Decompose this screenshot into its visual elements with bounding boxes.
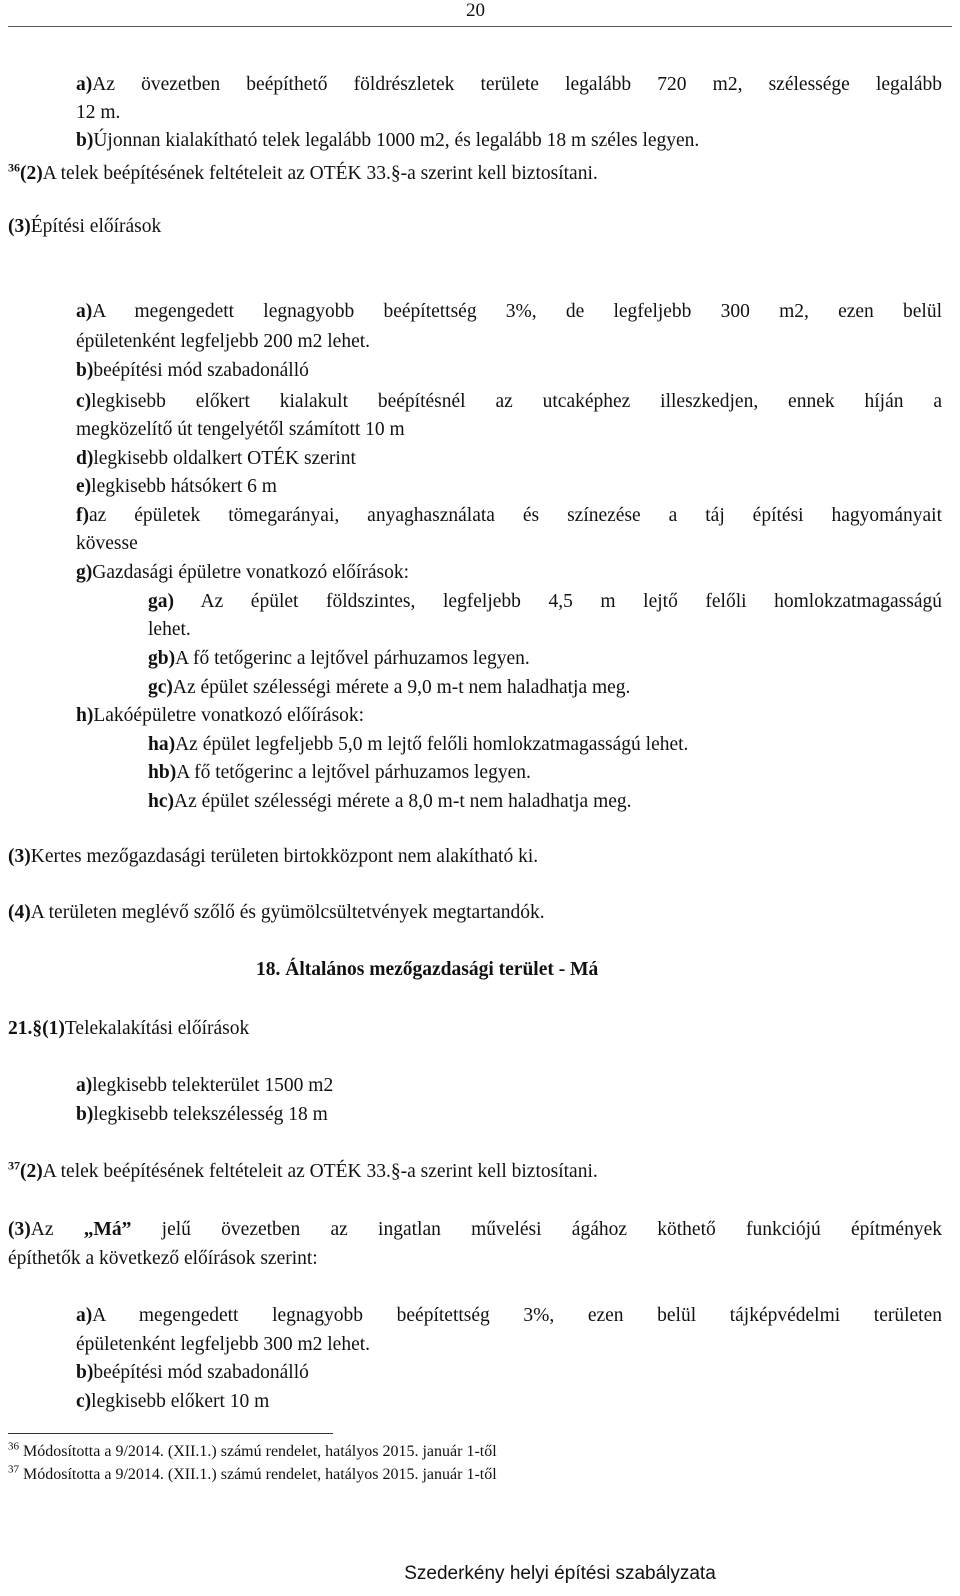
line-02: 12 m. — [76, 102, 121, 123]
line-26: 21.§(1)Telekalakítási előírások — [8, 1018, 250, 1039]
line-27: a)legkisebb telekterület 1500 m2 — [76, 1075, 334, 1096]
line-30: (3)Az „Má” jelű övezetben az ingatlan művelési ágához köthető funkciójú építmények — [8, 1219, 942, 1240]
line-01: a)Az övezetben beépíthető földrészletek területe legalább 720 m2, szélessége legalább — [76, 74, 942, 95]
line-06: a)A megengedett legnagyobb beépítettség 3%, de legfeljebb 300 m2, ezen belül — [76, 301, 942, 322]
line-17: lehet. — [148, 619, 191, 640]
line-34: b)beépítési mód szabadonálló — [76, 1362, 309, 1383]
line-28: b)legkisebb telekszélesség 18 m — [76, 1104, 328, 1125]
line-14: kövesse — [76, 533, 138, 554]
line-09: c)legkisebb előkert kialakult beépítésnél az utcaképhez illeszkedjen, ennek híján a — [76, 391, 942, 412]
line-32: a)A megengedett legnagyobb beépítettség 3%, ezen belül tájképvédelmi területen — [76, 1305, 942, 1326]
line-33: épületenként legfeljebb 300 m2 lehet. — [76, 1334, 371, 1355]
footnote-36: $^{36}$ Módosította a 9/2014. (XII.1.) számú rendelet, hatályos 2015. január 1-től — [8, 1440, 497, 1460]
line-13: f)az épületek tömegarányai, anyaghasználata és színezése a táj építési hagyományait — [76, 505, 942, 526]
line-20: h)Lakóépületre vonatkozó előírások: — [76, 705, 365, 726]
line-18: gb)A fő tetőgerinc a lejtővel párhuzamos legyen. — [148, 648, 530, 669]
line-21: ha)Az épület legfeljebb 5,0 m lejtő felőli homlokzatmagasságú lehet. — [148, 734, 689, 755]
line-16: ga) Az épület földszintes, legfeljebb 4,5 m lejtő felőli homlokzatmagasságú — [148, 591, 942, 612]
line-12: e)legkisebb hátsókert 6 m — [76, 476, 277, 497]
footnote-37: $^{37}$ Módosította a 9/2014. (XII.1.) számú rendelet, hatályos 2015. január 1-től — [8, 1463, 497, 1483]
page-number: 20 — [466, 0, 485, 21]
line-29: $^{37}$(2)A telek beépítésének feltételeit az OTÉK 33.§-a szerint kell biztosítani. — [8, 1158, 598, 1182]
footnote-rule — [8, 1433, 333, 1434]
line-10: megközelítő út tengelyétől számított 10 m — [76, 419, 405, 440]
page-footer: Szederkény helyi építési szabályzata — [404, 1563, 716, 1584]
line-31: építhetők a következő előírások szerint: — [8, 1248, 318, 1269]
line-24: (3)Kertes mezőgazdasági területen birtokközpont nem alakítható ki. — [8, 846, 539, 867]
line-25: (4)A területen meglévő szőlő és gyümölcsültetvények megtartandók. — [8, 902, 545, 923]
line-03: b)Újonnan kialakítható telek legalább 1000 m2, és legalább 18 m széles legyen. — [76, 130, 700, 151]
line-15: g)Gazdasági épületre vonatkozó előírások: — [76, 562, 410, 583]
line-05: (3)Építési előírások — [8, 216, 162, 237]
section-heading: 18. Általános mezőgazdasági terület - Má — [256, 959, 599, 980]
line-22: hb)A fő tetőgerinc a lejtővel párhuzamos legyen. — [148, 762, 531, 783]
header-rule — [8, 26, 952, 27]
line-04: $^{36}$(2)A telek beépítésének feltételeit az OTÉK 33.§-a szerint kell biztosítani. — [8, 160, 598, 184]
line-35: c)legkisebb előkert 10 m — [76, 1391, 270, 1412]
line-23: hc)Az épület szélességi mérete a 8,0 m-t nem haladhatja meg. — [148, 791, 632, 812]
line-19: gc)Az épület szélességi mérete a 9,0 m-t nem haladhatja meg. — [148, 677, 631, 698]
line-11: d)legkisebb oldalkert OTÉK szerint — [76, 448, 356, 469]
line-07: épületenként legfeljebb 200 m2 lehet. — [76, 331, 371, 352]
line-08: b)beépítési mód szabadonálló — [76, 360, 309, 381]
